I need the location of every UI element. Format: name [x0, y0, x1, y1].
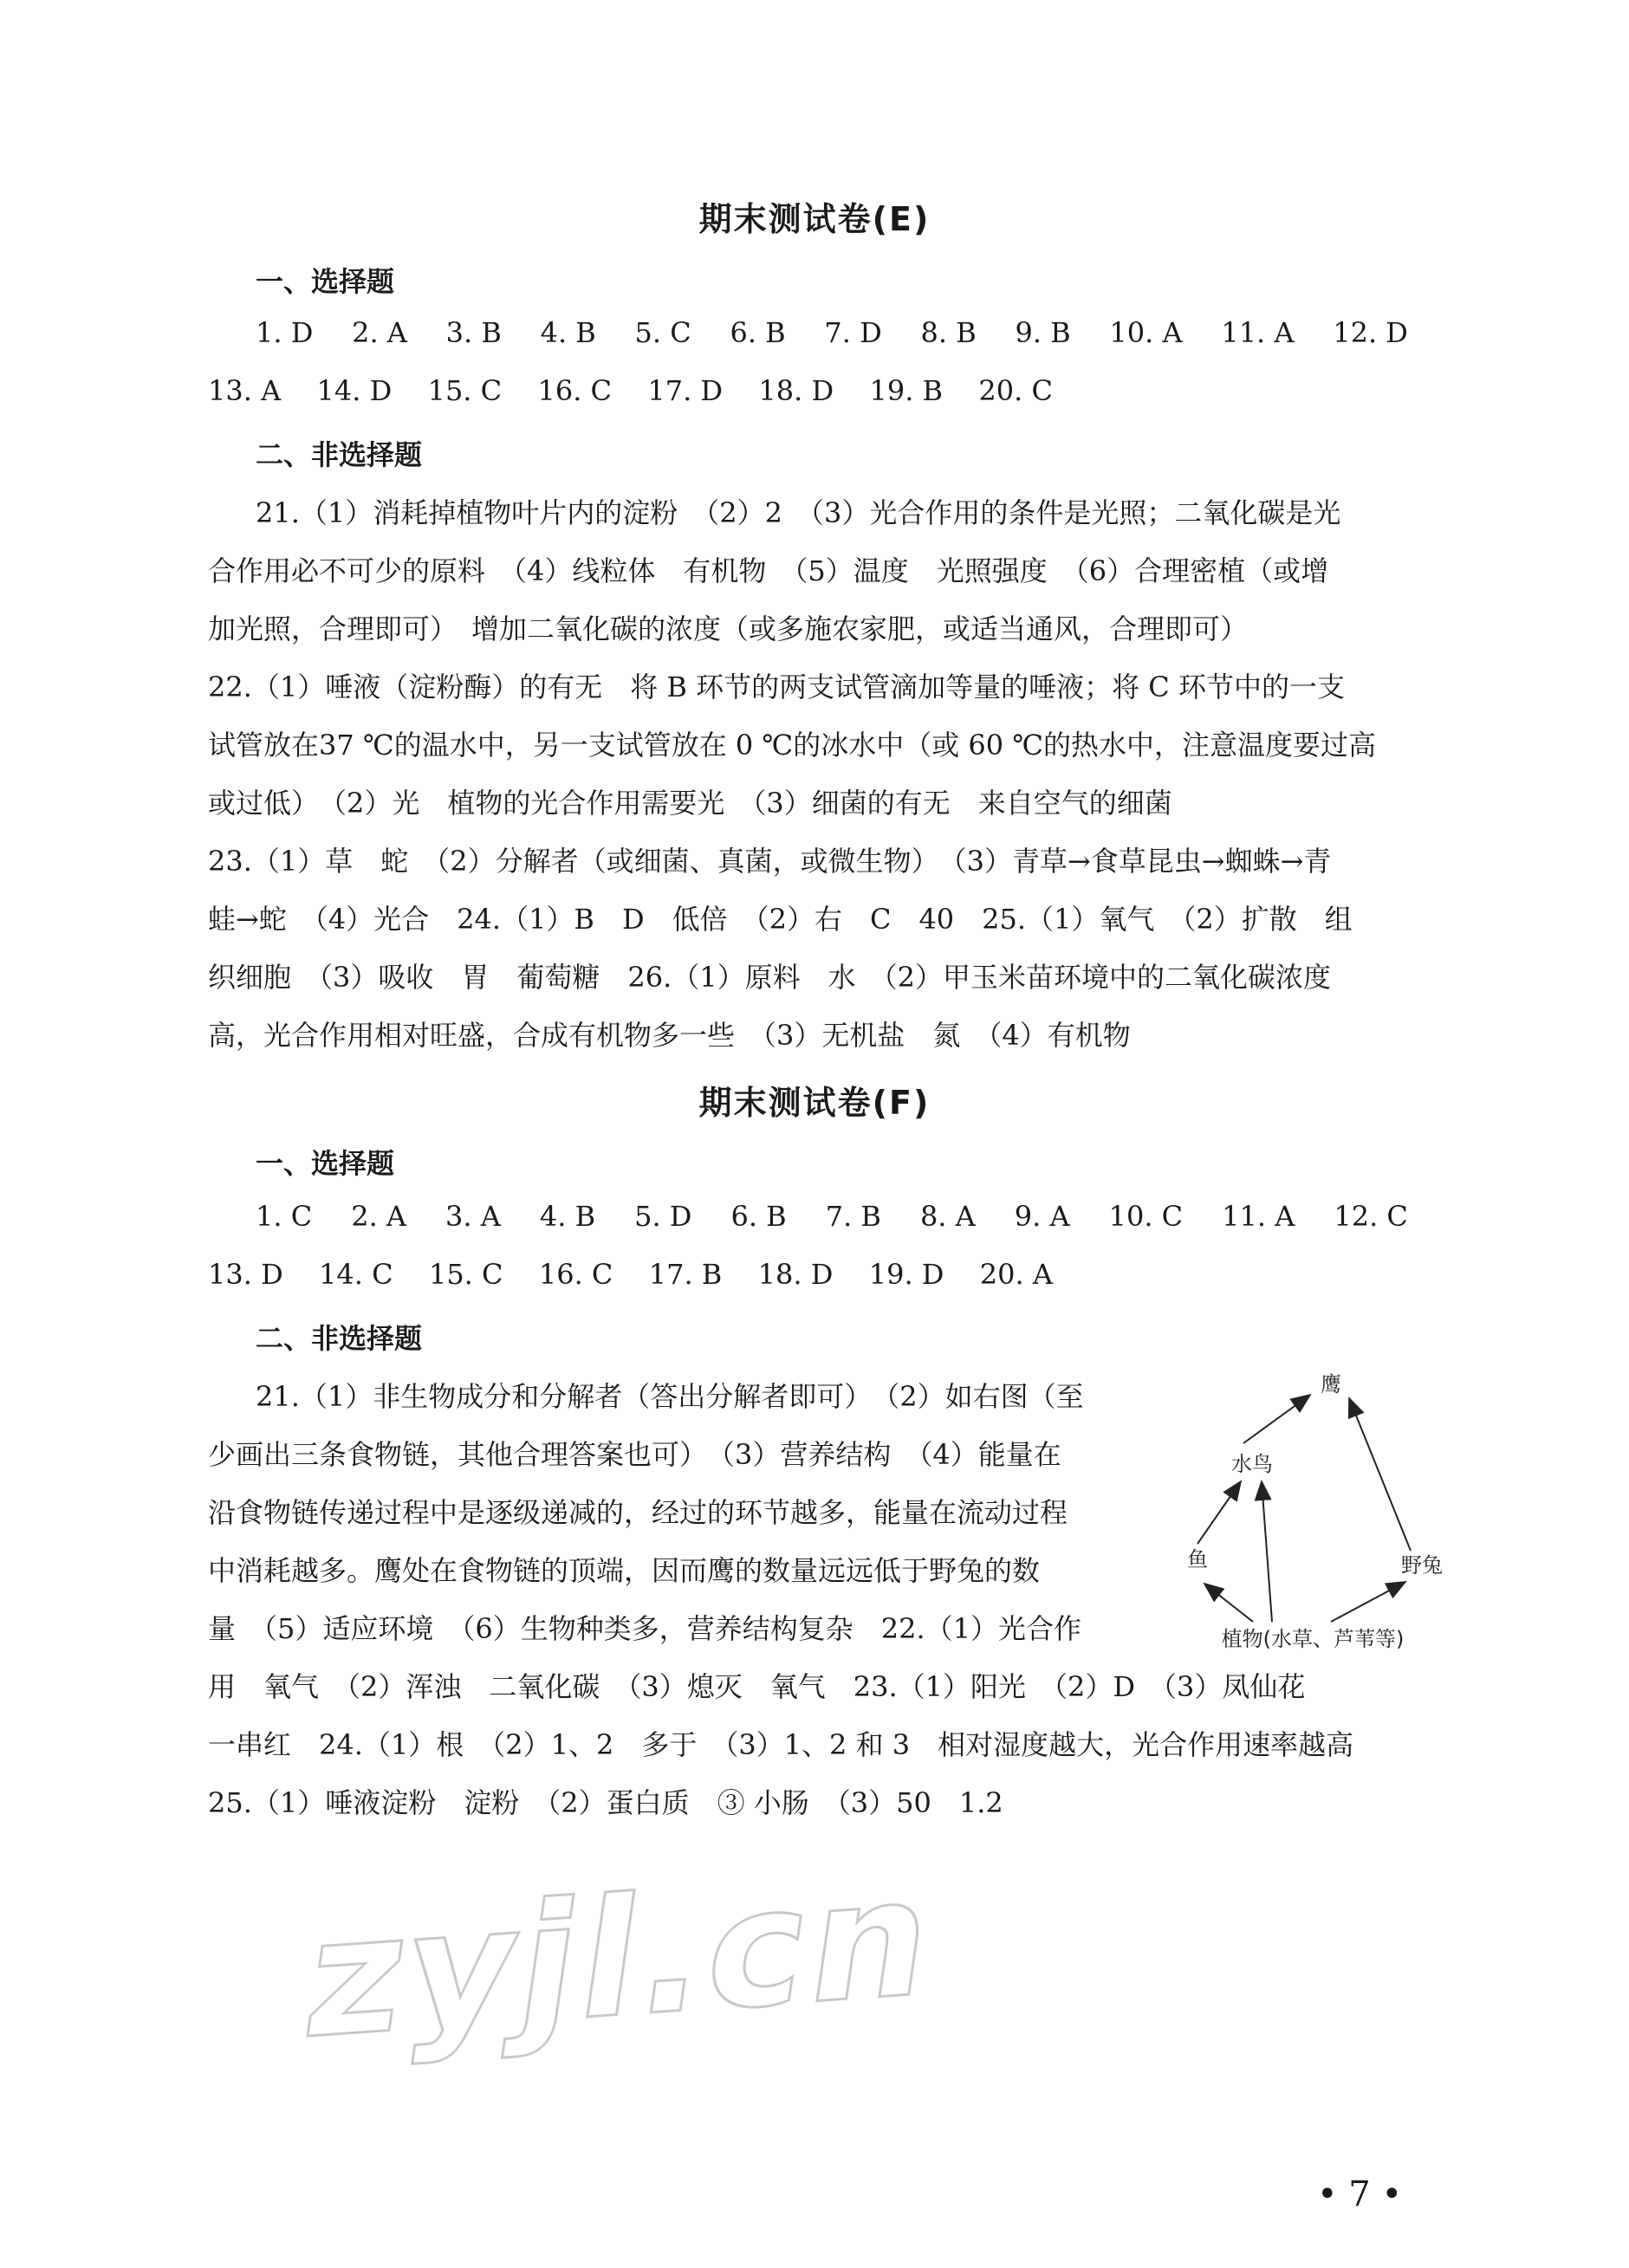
section-e-text-line: 22.（1）唾液（淀粉酶）的有无 将 B 环节的两支试管滴加等量的唾液；将 C 环节中的一支: [208, 671, 1345, 703]
section-e-text-line: 合作用必不可少的原料 （4）线粒体 有机物 （5）温度 光照强度 （6）合理密植（或增: [208, 554, 1329, 587]
section-f-text-line: 沿食物链传递过程中是逐级递减的，经过的环节越多，能量在流动过程: [208, 1496, 1068, 1529]
mc-answer: 11. A: [1221, 316, 1295, 349]
section-f-mc-row-1: [256, 1200, 1408, 1233]
section-e-text-line: 21.（1）消耗掉植物叶片内的淀粉 （2）2 （3）光合作用的条件是光照；二氧化碳是光: [256, 496, 1341, 529]
section-f-mc-row-2: [208, 1258, 1053, 1291]
mc-answer: 7. B: [825, 1200, 881, 1233]
mc-answer: 2. A: [352, 316, 407, 349]
arrow-plants-to-fish: [1204, 1584, 1253, 1622]
mc-answer: 12. C: [1334, 1200, 1408, 1233]
mc-answer: 9. A: [1014, 1200, 1070, 1233]
section-e-text-line: 蛙→蛇 （4）光合 24.（1）B D 低倍 （2）右 C 40 25.（1）氧气 （2）扩散 组: [208, 903, 1353, 936]
mc-answer: 14. C: [319, 1258, 393, 1291]
mc-answer: 2. A: [351, 1200, 407, 1233]
arrow-fish-to-waterbird: [1197, 1481, 1241, 1544]
mc-answer: 5. C: [634, 316, 691, 349]
mc-answer: 18. D: [758, 374, 834, 407]
mc-answer: 8. B: [920, 316, 977, 349]
arrow-plants-to-hare: [1331, 1582, 1405, 1622]
section-e-text-line: 高，光合作用相对旺盛，合成有机物多一些 （3）无机盐 氮 （4）有机物: [208, 1019, 1131, 1052]
mc-answer: 16. C: [537, 374, 613, 407]
mc-answer: 20. C: [978, 374, 1053, 407]
section-f-text-line: 一串红 24.（1）根 （2）1、2 多于 （3）1、2 和 3 相对湿度越大，光合作用速率越高: [208, 1728, 1354, 1761]
mc-answer: 12. D: [1333, 316, 1408, 349]
mc-answer: 3. B: [445, 316, 502, 349]
section-e-text-line: 织细胞 （3）吸收 胃 葡萄糖 26.（1）原料 水 （2）甲玉米苗环境中的二氧化碳浓度: [208, 961, 1331, 994]
section-f-title: 期末测试卷(F): [698, 1084, 931, 1122]
page-number: • 7 •: [1317, 2174, 1403, 2214]
mc-answer: 4. B: [539, 1200, 596, 1233]
section-f-nc-heading: 二、非选择题: [256, 1322, 423, 1355]
food-web-waterbird: 水鸟: [1231, 1452, 1273, 1476]
section-e-mc-row-1: [256, 316, 1408, 349]
mc-answer: 11. A: [1222, 1200, 1295, 1233]
section-f-text-line: 量 （5）适应环境 （6）生物种类多，营养结构复杂 22.（1）光合作: [208, 1612, 1081, 1645]
mc-answer: 1. C: [256, 1200, 313, 1233]
arrow-waterbird-to-eagle: [1243, 1395, 1310, 1443]
mc-answer: 1. D: [256, 316, 314, 349]
mc-answer: 15. C: [427, 374, 503, 407]
section-e-nc-heading: 二、非选择题: [256, 438, 423, 471]
mc-answer: 6. B: [730, 316, 786, 349]
section-f-text-line: 用 氧气 （2）浑浊 二氧化碳 （3）熄灭 氧气 23.（1）阳光 （2）D （3）凤仙花: [208, 1670, 1306, 1703]
mc-answer: 20. A: [979, 1258, 1053, 1291]
food-web-diagram: [1178, 1360, 1456, 1676]
section-e-text-line: 加光照，合理即可） 增加二氧化碳的浓度（或多施农家肥，或适当通风，合理即可）: [208, 612, 1249, 645]
mc-answer: 13. A: [208, 374, 282, 407]
arrow-plants-to-waterbird: [1262, 1481, 1272, 1622]
mc-answer: 4. B: [540, 316, 596, 349]
section-f-text-line: 25.（1）唾液淀粉 淀粉 （2）蛋白质 ③ 小肠 （3）50 1.2: [208, 1786, 1003, 1819]
mc-answer: 15. C: [428, 1258, 503, 1291]
section-e-mc-row-2: [208, 374, 1053, 407]
mc-answer: 16. C: [538, 1258, 613, 1291]
section-e-text-line: 或过低） （2）光 植物的光合作用需要光 （3）细菌的有无 来自空气的细菌: [208, 787, 1172, 820]
mc-answer: 6. B: [730, 1200, 787, 1233]
mc-answer: 13. D: [208, 1258, 283, 1291]
mc-answer: 18. D: [757, 1258, 834, 1291]
section-e-mc-heading: 一、选择题: [256, 265, 395, 298]
mc-answer: 9. B: [1015, 316, 1071, 349]
section-e-text-line: 试管放在37 ℃的温水中，另一支试管放在 0 ℃的冰水中（或 60 ℃的热水中，注意温度要过高: [208, 729, 1377, 761]
mc-answer: 8. A: [919, 1200, 976, 1233]
mc-answer: 19. D: [868, 1258, 944, 1291]
mc-answer: 7. D: [824, 316, 882, 349]
mc-answer: 14. D: [316, 374, 393, 407]
mc-answer: 5. D: [634, 1200, 692, 1233]
section-f-text-line: 中消耗越多。鹰处在食物链的顶端，因而鹰的数量远远低于野兔的数: [208, 1554, 1041, 1587]
section-f-mc-heading: 一、选择题: [256, 1147, 395, 1180]
section-e-title: 期末测试卷(E): [698, 200, 931, 238]
mc-answer: 10. A: [1109, 316, 1183, 349]
food-web-hare: 野兔: [1401, 1553, 1443, 1578]
mc-answer: 10. C: [1108, 1200, 1184, 1233]
food-web-eagle: 鹰: [1321, 1372, 1341, 1396]
watermark: zyjl.cn: [294, 1841, 947, 2076]
section-e-text-line: 23.（1）草 蛇 （2）分解者（或细菌、真菌，或微生物） （3）青草→食草昆虫→蜘蛛→青: [208, 845, 1332, 878]
arrow-hare-to-eagle: [1349, 1398, 1411, 1551]
mc-answer: 3. A: [445, 1200, 501, 1233]
mc-answer: 17. D: [647, 374, 724, 407]
food-web-fish: 鱼: [1187, 1547, 1208, 1571]
mc-answer: 19. B: [869, 374, 944, 407]
food-web-plants: 植物(水草、芦苇等): [1221, 1627, 1405, 1651]
mc-answer: 17. B: [648, 1258, 723, 1291]
section-f-text-line: 少画出三条食物链，其他合理答案也可） （3）营养结构 （4）能量在: [208, 1438, 1061, 1471]
section-f-text-line: 21.（1）非生物成分和分解者（答出分解者即可） （2）如右图（至: [256, 1380, 1084, 1413]
